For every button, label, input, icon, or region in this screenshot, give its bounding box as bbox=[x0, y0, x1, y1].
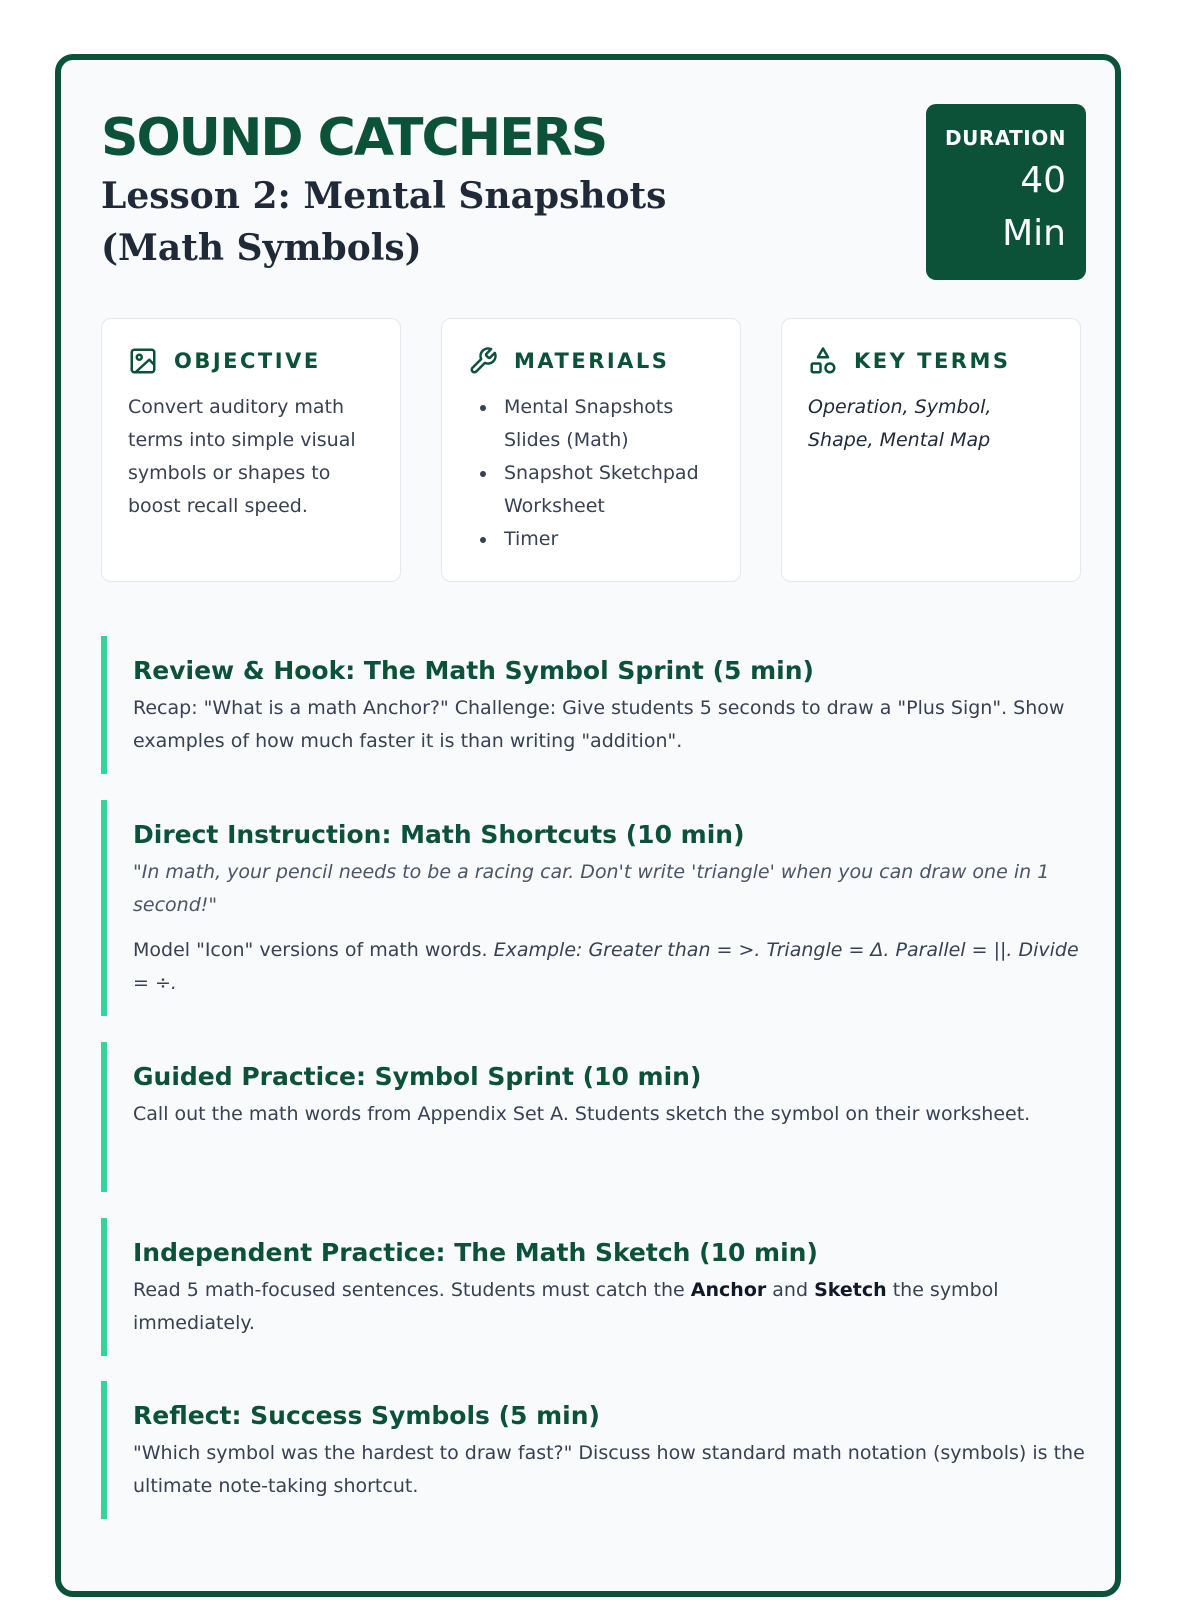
duration-badge bbox=[926, 104, 1086, 280]
body-text: Model "Icon" versions of math words. bbox=[133, 939, 494, 961]
key-terms-text: Operation, Symbol, Shape, Mental Map bbox=[808, 396, 992, 451]
duration-value: 40 bbox=[1020, 160, 1066, 201]
image-icon bbox=[128, 346, 162, 376]
bold-term-anchor: Anchor bbox=[690, 1279, 767, 1301]
section-body: Recap: "What is a math Anchor?" Challenge: Give students 5 seconds to draw a "Plus Sign". Show examples of how much faster it is than writing "addition". bbox=[133, 697, 1065, 752]
key-terms-card bbox=[781, 318, 1081, 582]
section-body bbox=[133, 934, 1086, 1000]
objective-title: OBJECTIVE bbox=[174, 349, 321, 373]
materials-list bbox=[468, 391, 722, 556]
brand-title: SOUND CATCHERS bbox=[101, 108, 607, 168]
objective-text: Convert auditory math terms into simple visual symbols or shapes to boost recall speed. bbox=[128, 396, 356, 517]
materials-item: • Mental Snapshots Slides (Math) bbox=[498, 391, 722, 457]
section-title: Direct Instruction: Math Shortcuts (10 min) bbox=[133, 820, 745, 849]
objective-card bbox=[101, 318, 401, 582]
shapes-icon bbox=[808, 346, 842, 376]
key-terms-title: KEY TERMS bbox=[854, 349, 1011, 373]
lesson-header bbox=[101, 104, 1086, 284]
body-text: Read 5 math-focused sentences. Students must catch the bbox=[133, 1279, 691, 1301]
bold-term-sketch: Sketch bbox=[814, 1279, 887, 1301]
materials-card bbox=[441, 318, 741, 582]
wrench-icon bbox=[468, 346, 502, 376]
section-body bbox=[133, 1274, 1086, 1340]
section-direct-instruction bbox=[101, 800, 1086, 1016]
section-body: Call out the math words from Appendix Set A. Students sketch the symbol on their worksheet. bbox=[133, 1103, 1031, 1125]
section-body: "Which symbol was the hardest to draw fast?" Discuss how standard math notation (symbols) is the ultimate note-taking shortcut. bbox=[133, 1442, 1085, 1497]
body-text: the symbol immediately. bbox=[133, 1279, 999, 1334]
section-quote: "In math, your pencil needs to be a racing car. Don't write 'triangle' when you can draw one in 1 second!" bbox=[133, 861, 1050, 916]
materials-title: MATERIALS bbox=[514, 349, 670, 373]
materials-item: • Timer bbox=[498, 523, 722, 556]
lesson-card bbox=[55, 54, 1121, 1597]
body-text: and bbox=[766, 1279, 815, 1301]
section-title: Guided Practice: Symbol Sprint (10 min) bbox=[133, 1062, 702, 1091]
example-text: Example: Greater than = >. Triangle = Δ. Parallel = ||. Divide = ÷. bbox=[133, 939, 1079, 994]
info-cards bbox=[101, 318, 1081, 582]
duration-label: DURATION bbox=[945, 126, 1066, 150]
materials-item: • Snapshot Sketchpad Worksheet bbox=[498, 457, 722, 523]
section-reflect bbox=[101, 1381, 1086, 1519]
section-title: Review & Hook: The Math Symbol Sprint (5 min) bbox=[133, 656, 814, 685]
lesson-subtitle: Lesson 2: Mental Snapshots (Math Symbols) bbox=[101, 175, 667, 269]
section-independent-practice bbox=[101, 1218, 1086, 1356]
section-title: Independent Practice: The Math Sketch (10 min) bbox=[133, 1238, 818, 1267]
section-title: Reflect: Success Symbols (5 min) bbox=[133, 1401, 600, 1430]
section-guided-practice bbox=[101, 1042, 1086, 1192]
section-review bbox=[101, 636, 1086, 774]
duration-unit: Min bbox=[1002, 213, 1066, 254]
